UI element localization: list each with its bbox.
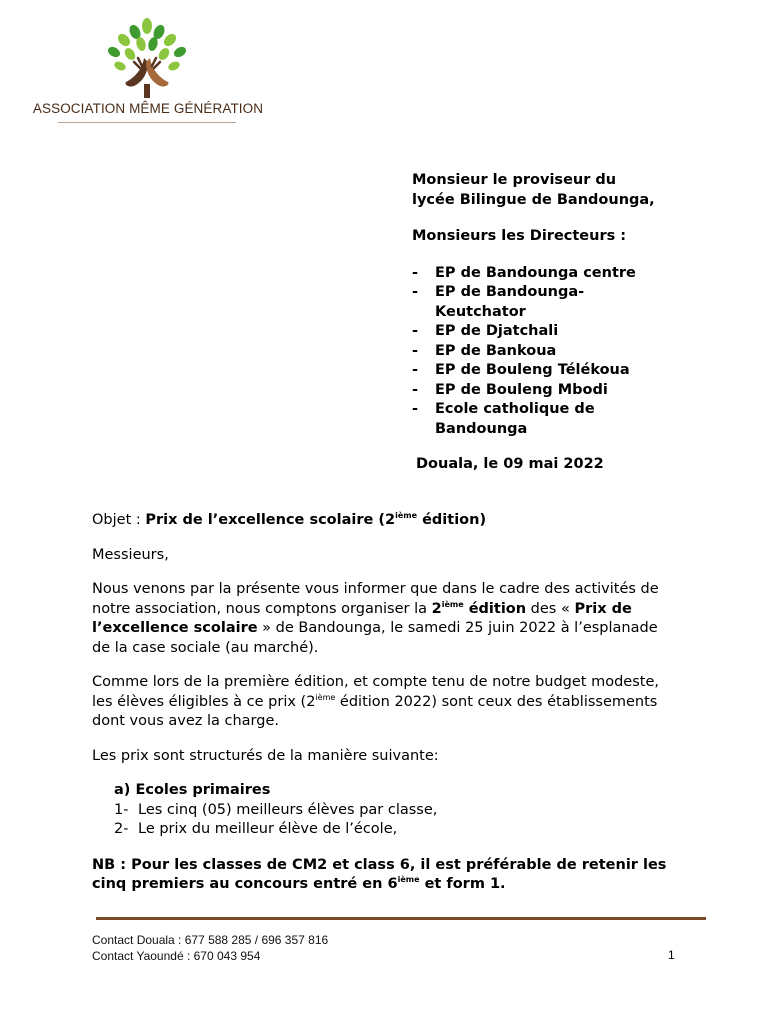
nb-note [92, 856, 672, 895]
page-number: 1 [668, 948, 675, 962]
school-item [412, 342, 742, 362]
p1-edition-num: 2 [431, 600, 442, 617]
recipient-line-1: Monsieur le proviseur du [412, 172, 617, 188]
section-a-heading: a) Ecoles primaires [114, 782, 271, 798]
p2-text-a: Comme lors de la première édition, et compte tenu de notre budget modeste, les élèves éligibles à ce prix (2 [92, 674, 659, 710]
p1-edition-word: édition [463, 600, 527, 617]
bullet-dash: - [412, 401, 419, 417]
bullet-dash: - [412, 284, 419, 300]
association-logo [24, 14, 266, 134]
prize-item [92, 801, 672, 821]
prize-item-num: 1- [114, 801, 129, 818]
letter-date: Douala, le 09 mai 2022 [416, 456, 604, 472]
p1-text-b: des « [526, 600, 575, 617]
paragraph-3: Les prix sont structurés de la manière suivante: [92, 747, 439, 764]
nb-sup: ième [397, 875, 420, 884]
school-item [412, 400, 742, 439]
prize-list [92, 801, 672, 840]
contact-yaounde: Contact Yaoundé : 670 043 954 [92, 949, 261, 963]
paragraph-2 [92, 673, 672, 732]
school-name: EP de Bouleng Télékoua [435, 362, 630, 378]
school-name: EP de Bandounga centre [435, 264, 636, 281]
salutation: Messieurs, [92, 546, 169, 563]
subject-title-text: Prix de l’excellence scolaire (2 [145, 512, 396, 528]
p1-sup: ième [441, 599, 464, 609]
bullet-dash: - [412, 323, 419, 339]
nb-text-b: et form 1. [419, 876, 506, 892]
logo-underline [58, 122, 236, 123]
nb-note-text [92, 857, 666, 893]
tree-hands-icon [104, 18, 190, 102]
school-list [412, 264, 742, 440]
bullet-dash: - [412, 362, 419, 378]
prize-item-text: Le prix du meilleur élève de l’école, [138, 821, 398, 837]
school-item [412, 322, 742, 342]
school-name: EP de Bankoua [435, 342, 557, 359]
school-item [412, 264, 742, 284]
p1-prize-name: Prix de l’excellence scolaire [92, 600, 632, 636]
footer-rule [96, 917, 706, 920]
bullet-dash: - [412, 342, 419, 359]
school-name: EP de Djatchali [435, 323, 559, 339]
hands-trunk [125, 58, 168, 98]
footer-contacts [92, 932, 328, 964]
recipient-directors: Monsieurs les Directeurs : [412, 228, 627, 244]
association-name: ASSOCIATION MÊME GÉNÉRATION [32, 101, 264, 116]
subject-sup: ième [395, 511, 418, 520]
p1-text-a: Nous venons par la présente vous informer que dans le cadre des activités de notre association, nous comptons organiser la [92, 581, 659, 617]
letter-body [92, 511, 672, 910]
school-name-cont: Bandounga [435, 420, 528, 437]
prize-item [92, 820, 672, 840]
subject-title [145, 512, 486, 528]
school-item [412, 381, 742, 401]
p1-text-c: » de Bandounga, le samedi 25 juin 2022 à l’esplanade de la case sociale (au marché). [92, 620, 658, 656]
school-name: EP de Bouleng Mbodi [435, 381, 608, 398]
recipient-block [412, 171, 742, 475]
school-name: Ecole catholique de [435, 401, 595, 417]
prize-item-num: 2- [114, 821, 129, 837]
p2-text-b: édition 2022) sont ceux des établissements dont vous avez la charge. [92, 693, 658, 729]
bullet-dash: - [412, 264, 419, 281]
school-name: EP de Bandounga- [435, 284, 585, 300]
prize-item-text: Les cinq (05) meilleurs élèves par classe, [138, 801, 438, 818]
paragraph-1 [92, 580, 672, 658]
recipient-line-2: lycée Bilingue de Bandounga, [412, 191, 655, 208]
subject-line [92, 511, 672, 531]
school-item [412, 283, 742, 322]
p2-sup: ième [315, 692, 336, 702]
school-name-cont: Keutchator [435, 303, 526, 320]
subject-prefix: Objet : [92, 512, 146, 528]
school-item [412, 361, 742, 381]
subject-title-end: édition) [417, 512, 487, 528]
bullet-dash: - [412, 381, 419, 398]
contact-douala: Contact Douala : 677 588 285 / 696 357 816 [92, 933, 329, 947]
p1-edition [432, 601, 526, 617]
nb-text-a: NB : Pour les classes de CM2 et class 6, il est préférable de retenir les cinq premiers au concours entré en 6 [92, 856, 667, 892]
